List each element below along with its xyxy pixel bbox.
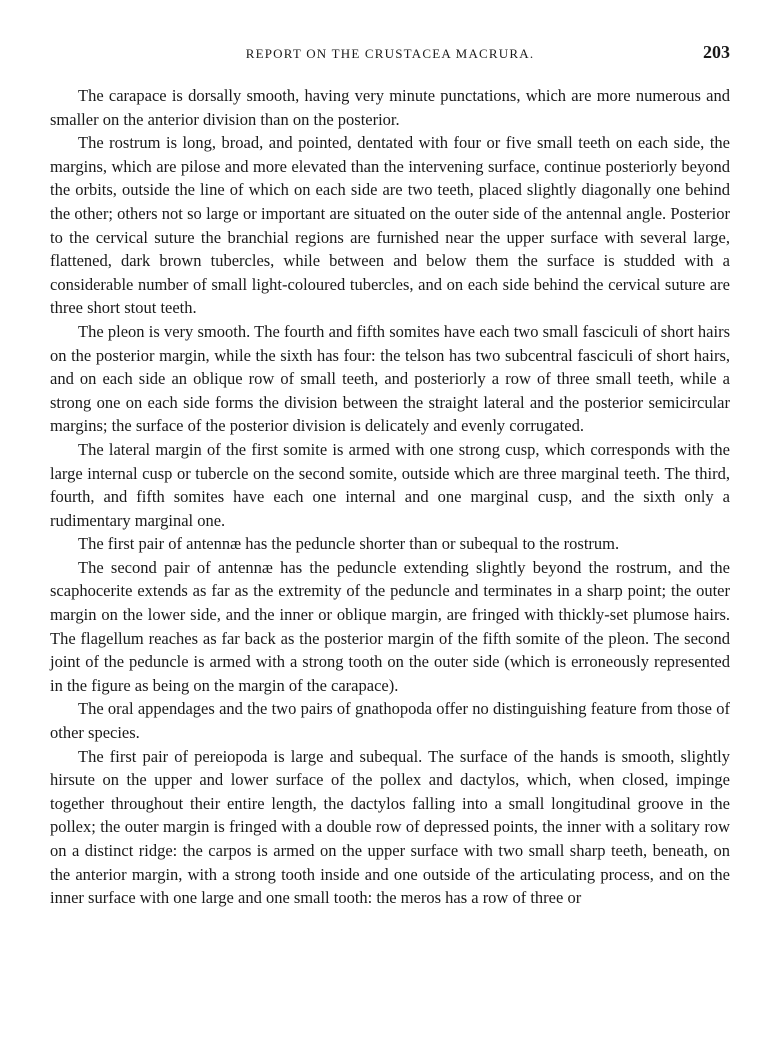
paragraph-pleon: The pleon is very smooth. The fourth and fifth somites have each two small fasciculi of short hairs on the posterior margin, while the sixth has four: the telson has two subcentral fasciculi of short hairs, and on each side an oblique row of small teeth, and posteriorly a row of three small teeth, while a strong one on each side forms the division between the straight lateral and the posterior semicircular margins; the surface of the posterior division is delicately and evenly corrugated.	[50, 321, 730, 436]
paragraph-rostrum: The rostrum is long, broad, and pointed, dentated with four or five small teeth on each side, the margins, which are pilose and more elevated than the intervening surface, continue posteriorly beyond the orbits, outside the line of which on each side are two teeth, placed slightly diagonally one behind the other; others not so large or important are situated on the outer side of the antennal angle. Posterior to the cervical suture the branchial regions are furnished near the upper surface with several large, flattened, dark brown tubercles, while between and below them the surface is studded with a considerable number of small light-coloured tubercles, and on each side behind the cervical suture are three short stout teeth.	[50, 133, 730, 318]
paragraph-first-antennae: The first pair of antennæ has the peduncle shorter than or subequal to the rostrum.	[78, 534, 620, 554]
running-head: REPORT ON THE CRUSTACEA MACRURA.	[245, 46, 535, 61]
body-text	[50, 84, 730, 910]
page-number: 203	[703, 42, 730, 62]
paragraph-carapace: The carapace is dorsally smooth, having very minute punctations, which are more numerous and smaller on the anterior division than on the posterior.	[50, 86, 730, 129]
paragraph-pereiopoda: The first pair of pereiopoda is large and subequal. The surface of the hands is smooth, slightly hirsute on the upper and lower surface of the pollex and dactylos, which, when closed, impinge together throughout their entire length, the dactylos falling into a small longitudinal groove in the pollex; the outer margin is fringed with a double row of depressed points, the inner with a solitary row on a distinct ridge: the carpos is armed on the upper surface with two small sharp teeth, beneath, on the anterior margin, with a strong tooth inside and one outside of the articulating process, and on the inner surface with one large and one small tooth: the meros has a row of three or	[50, 746, 730, 908]
paragraph-oral-appendages: The oral appendages and the two pairs of gnathopoda offer no distinguishing feature from those of other species.	[50, 699, 730, 743]
page	[50, 42, 730, 910]
paragraph-lateral-margin: The lateral margin of the first somite is armed with one strong cusp, which corresponds with the large internal cusp or tubercle on the second somite, outside which are three marginal teeth. The third, fourth, and fifth somites have each one internal and one marginal cusp, and the sixth only a rudimentary marginal one.	[50, 439, 730, 530]
page-header	[50, 42, 730, 68]
paragraph-second-antennae: The second pair of antennæ has the peduncle extending slightly beyond the rostrum, and the scaphocerite extends as far as the extremity of the peduncle and terminates in a sharp point; the outer margin on the lower side, and the inner or oblique margin, are fringed with thickly-set plumose hairs. The flagellum reaches as far back as the posterior margin of the fifth somite of the pleon. The second joint of the peduncle is armed with a strong tooth on the outer side (which is erroneously represented in the figure as being on the margin of the carapace).	[50, 557, 730, 695]
